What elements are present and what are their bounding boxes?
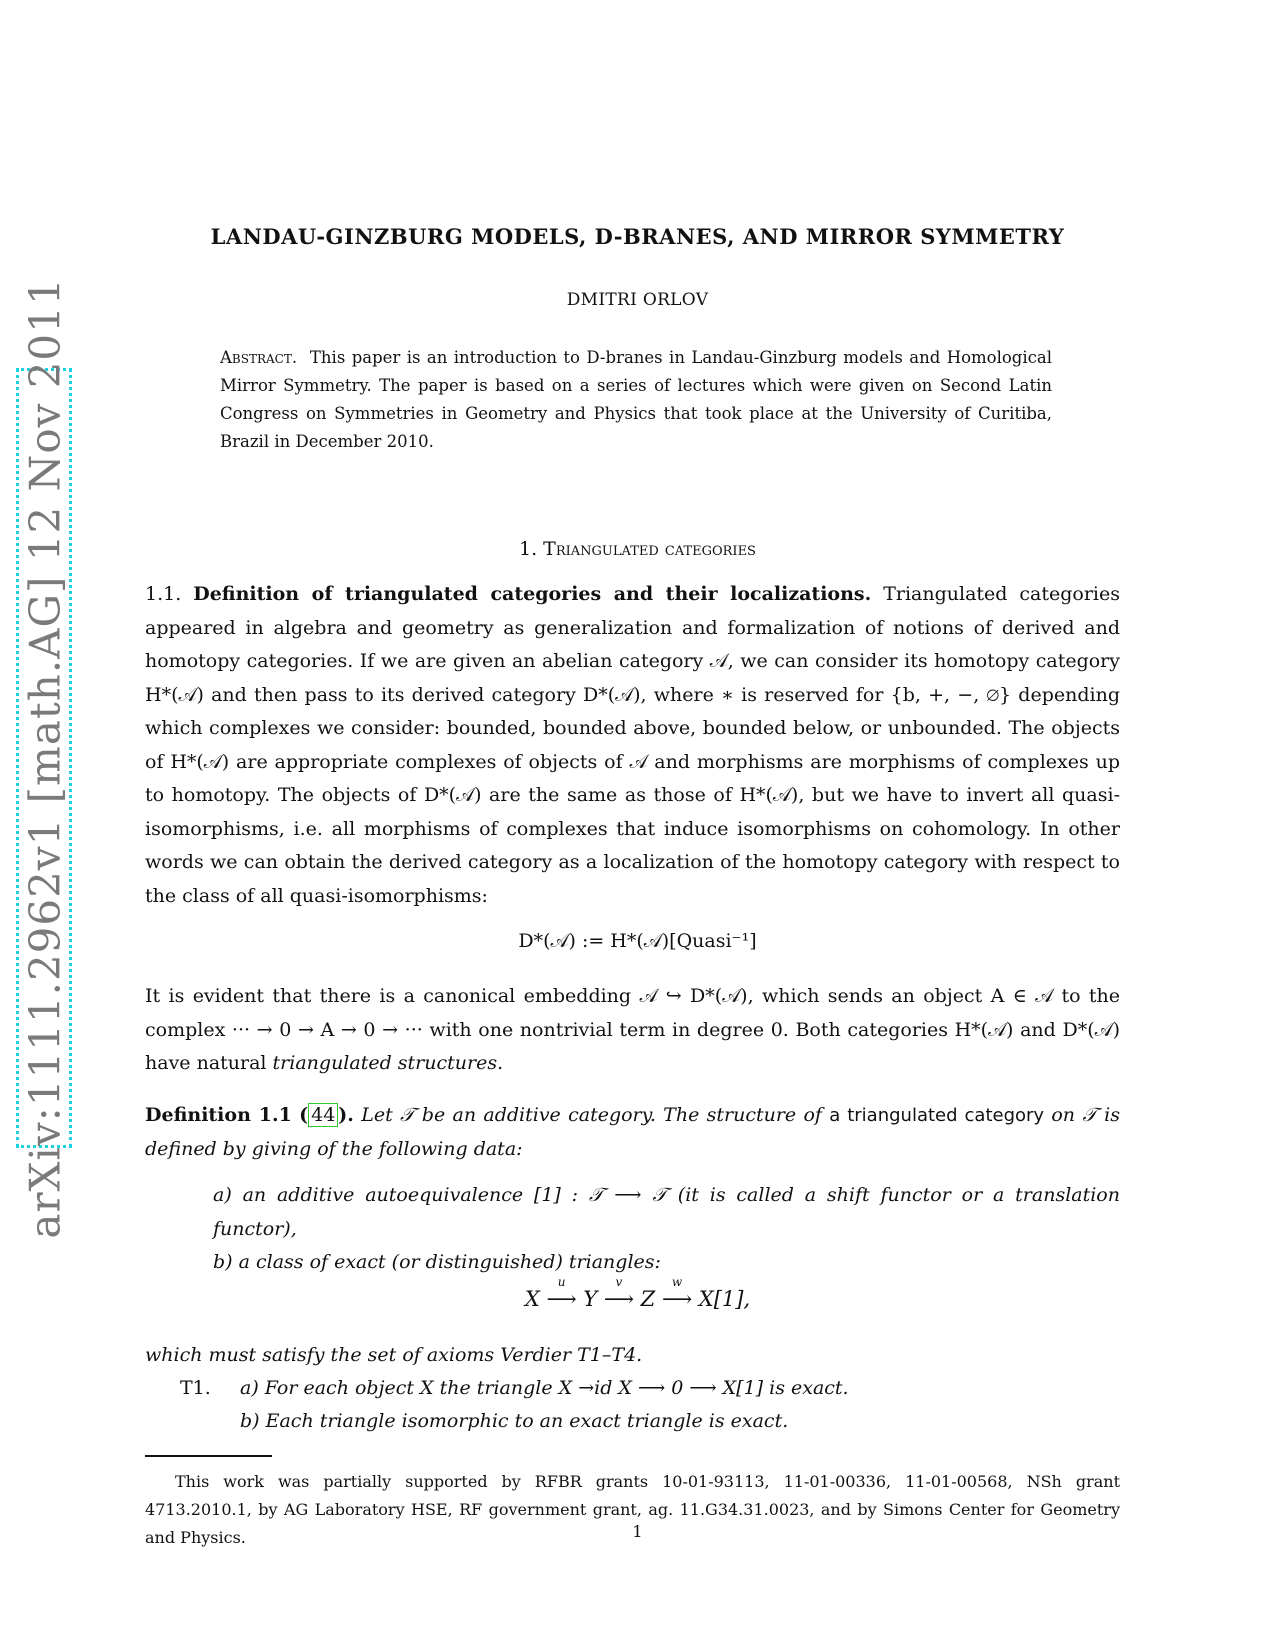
subsection-number: 1.1.	[145, 583, 182, 605]
equation-derived-category: D*(𝒜) := H*(𝒜)[Quasi⁻¹]	[518, 930, 757, 952]
paragraph-1	[145, 578, 1120, 913]
axiom-t1-a: a) For each object X the triangle X →id X ⟶ 0 ⟶ X[1] is exact.	[240, 1377, 849, 1399]
definition-item-b: b) a class of exact (or distinguished) triangles:	[213, 1251, 661, 1273]
page-number: 1	[632, 1522, 643, 1541]
paper-title: LANDAU-GINZBURG MODELS, D-BRANES, AND MIRROR SYMMETRY	[210, 224, 1065, 249]
section-heading: 1. Triangulated categories	[519, 538, 756, 560]
arxiv-identifier: arXiv:1111.2962v1 [math.AG] 12 Nov 2011	[20, 277, 70, 1239]
equation-exact-triangle: X ⟶ u Y ⟶ v Z ⟶ w X[1],	[524, 1275, 751, 1311]
definition-sans-term: a triangulated category	[829, 1105, 1045, 1126]
abstract	[220, 344, 1052, 456]
abstract-text: This paper is an introduction to D-branes in Landau-Ginzburg models and Homological Mirror Symmetry. The paper is based on a series of lectures which were given on Second Latin Congress on Symmetries in Geometry and Physics that took place at the University of Curitiba, Brazil in December 2010.	[220, 348, 1053, 451]
paragraph-1-text: Triangulated categories appeared in algebra and geometry as generalization and formalization of notions of derived and homotopy categories. If we are given an abelian category 𝒜, we can consider its homotopy category H*(𝒜) and then pass to its derived category D*(𝒜), where ∗ is reserved for {b, +, −, ∅} depending which complexes we consider: bounded, bounded above, bounded below, or unbounded. The objects of H*(𝒜) are appropriate complexes of objects of 𝒜 and morphisms are morphisms of complexes up to homotopy. The objects of D*(𝒜) are the same as those of H*(𝒜), but we have to invert all quasi-isomorphisms, i.e. all morphisms of complexes that induce isomorphisms on cohomology. In other words we can obtain the derived category as a localization of the homotopy category with respect to the class of all quasi-isomorphisms:	[145, 583, 1121, 907]
definition-item-a: a) an additive autoequivalence [1] : 𝒯 ⟶ 𝒯 (it is called a shift functor or a translation functor),	[213, 1184, 1120, 1240]
author-name: DMITRI ORLOV	[566, 290, 709, 310]
axiom-t1-b: b) Each triangle isomorphic to an exact triangle is exact.	[240, 1410, 789, 1432]
abstract-label: Abstract.	[220, 348, 298, 367]
footnote: This work was partially supported by RFBR grants 10-01-93113, 11-01-00336, 11-01-00568, NSh grant 4713.2010.1, by AG Laboratory HSE, RF government grant, ag. 11.G34.31.0023, and by Simons Center for Geometry and Physics.	[145, 1472, 1120, 1547]
axioms-intro: which must satisfy the set of axioms Verdier T1–T4.	[145, 1344, 643, 1366]
axiom-t1-label: T1.	[180, 1377, 211, 1399]
subsection-title: Definition of triangulated categories and their localizations.	[193, 583, 872, 605]
footnote-rule	[145, 1455, 272, 1457]
arxiv-side-stamp	[0, 277, 80, 1239]
definition-1-1: Definition 1.1 ( 44 ). Let 𝒯 be an additive category. The structure of a triangulated category on 𝒯 is defined by giving of the following data:	[145, 1104, 1121, 1160]
citation-link[interactable]: 44	[308, 1103, 338, 1127]
definition-label: Definition 1.1	[145, 1104, 292, 1126]
paragraph-2: It is evident that there is a canonical embedding 𝒜 ↪ D*(𝒜), which sends an object A ∈ 𝒜 to the complex ··· → 0 → A → 0 → ··· with one nontrivial term in degree 0. Both categories H*(𝒜) and D*(𝒜) have natural triangulated structures.	[145, 985, 1120, 1074]
paragraph-2-emphasis: triangulated structures.	[272, 1052, 504, 1074]
